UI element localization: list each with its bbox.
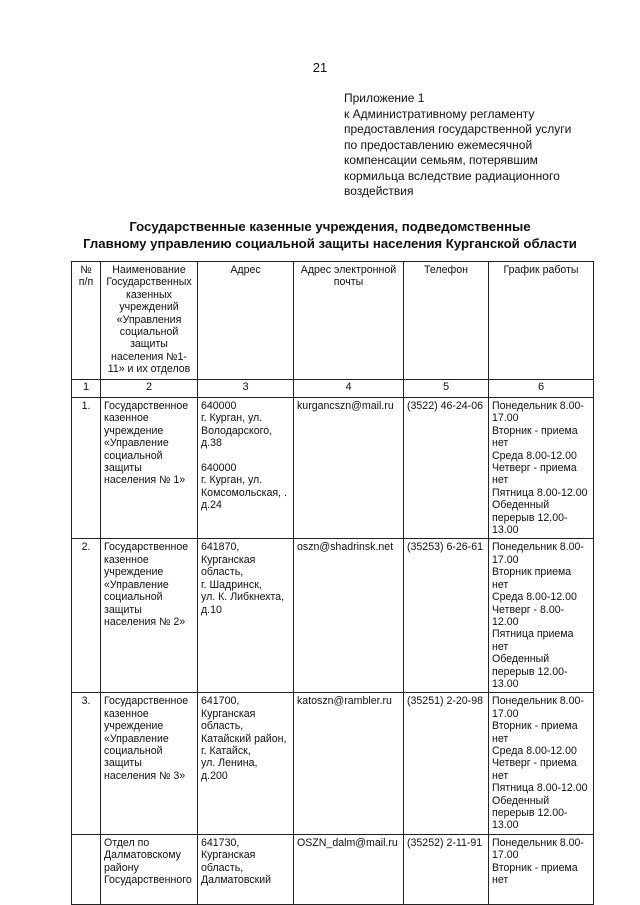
table-header-row (72, 262, 594, 380)
row-email: OSZN_dalm@mail.ru (294, 834, 404, 904)
header-schedule: График работы (489, 262, 594, 380)
header-num: № п/п (72, 262, 101, 380)
table-row (72, 398, 594, 539)
appendix-line: кормильца вследствие радиационного (344, 168, 560, 183)
row-address: 640000 г. Курган, ул. Володарского, д.38 640000 г. Курган, ул. Комсомольская, . д.24 (198, 398, 294, 539)
header-phone: Телефон (404, 262, 489, 380)
header-address: Адрес (198, 262, 294, 380)
row-num: 1. (72, 398, 101, 539)
header-name: Наименование Государственных казенных учреждений «Управления социальной защиты населения №1-11» и их отделов (101, 262, 198, 380)
title-line-2: Главному управлению социальной защиты населения Курганской области (83, 236, 577, 251)
appendix-line: воздействия (344, 184, 414, 198)
row-name: Государственное казенное учреждение «Управление социальной защиты населения № 2» (101, 539, 198, 693)
column-number: 2 (101, 380, 198, 398)
document-title (40, 218, 620, 252)
appendix-line: компенсации семьям, потерявшим (344, 153, 538, 167)
column-number: 3 (198, 380, 294, 398)
row-email: oszn@shadrinsk.net (294, 539, 404, 693)
row-phone: (35253) 6-26-61 (404, 539, 489, 693)
appendix-line: к Административному регламенту (344, 106, 535, 121)
row-address: 641870, Курганская область, г. Шадринск, ул. К. Либкнехта, д.10 (198, 539, 294, 693)
row-schedule: Понедельник 8.00-17.00 Вторник приема нет Среда 8.00-12.00 Четверг - 8.00-12.00 Пятница приема нет Обеденный перерыв 12.00-13.00 (489, 539, 594, 693)
row-phone: (35251) 2-20-98 (404, 693, 489, 834)
appendix-line: по предоставлению ежемесячной (344, 137, 533, 152)
row-num: 2. (72, 539, 101, 693)
row-schedule: Понедельник 8.00-17.00 Вторник - приема нет Среда 8.00-12.00 Четверг - приема нет Пятница 8.00-12.00 Обеденный перерыв 12.00-13.00 (489, 693, 594, 834)
table-row (72, 834, 594, 904)
appendix-header (344, 91, 614, 200)
header-email: Адрес электронной почты (294, 262, 404, 380)
table-row (72, 539, 594, 693)
row-address: 641730, Курганская область, Далматовский (198, 834, 294, 904)
page-number: 21 (312, 60, 328, 75)
row-phone: (35252) 2-11-91 (404, 834, 489, 904)
institutions-table (71, 261, 594, 905)
row-email: kurgancszn@mail.ru (294, 398, 404, 539)
column-number-row (72, 380, 594, 398)
row-schedule: Понедельник 8.00-17.00 Вторник - приема нет Среда 8.00-12.00 Четверг - приема нет Пятница 8.00-12.00 Обеденный перерыв 12.00-13.00 (489, 398, 594, 539)
appendix-line: предоставления государственной услуги (344, 122, 572, 136)
row-address: 641700, Курганская область, Катайский район, г. Катайск, ул. Ленина, д.200 (198, 693, 294, 834)
row-name: Отдел по Далматовскому району Государственного (101, 834, 198, 904)
row-phone: (3522) 46-24-06 (404, 398, 489, 539)
row-schedule: Понедельник 8.00-17.00 Вторник - приема нет (489, 834, 594, 904)
row-email: katoszn@rambler.ru (294, 693, 404, 834)
column-number: 4 (294, 380, 404, 398)
row-num (72, 834, 101, 904)
title-line-1: Государственные казенные учреждения, подведомственные (129, 219, 531, 234)
appendix-line: Приложение 1 (344, 91, 425, 105)
column-number: 1 (72, 380, 101, 398)
row-name: Государственное казенное учреждение «Управление социальной защиты населения № 3» (101, 693, 198, 834)
column-number: 5 (404, 380, 489, 398)
row-num: 3. (72, 693, 101, 834)
column-number: 6 (489, 380, 594, 398)
table-row (72, 693, 594, 834)
row-name: Государственное казенное учреждение «Управление социальной защиты населения № 1» (101, 398, 198, 539)
